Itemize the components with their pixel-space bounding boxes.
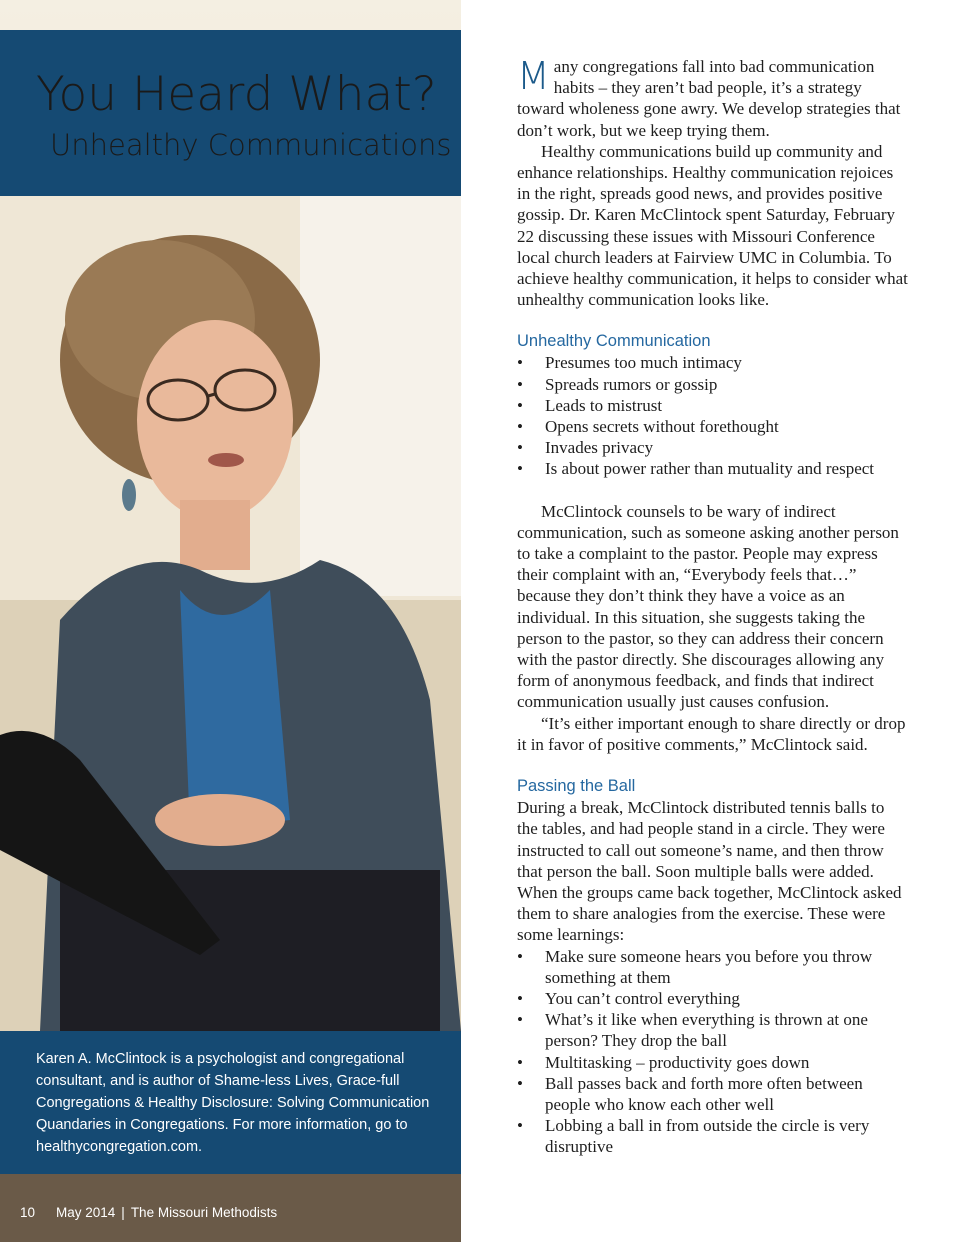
page-title: You Heard What? bbox=[36, 67, 437, 122]
drop-cap: M bbox=[517, 54, 550, 98]
article-body bbox=[517, 56, 909, 1158]
list-item: • Presumes too much intimacy bbox=[517, 352, 909, 373]
passing-ball-intro: During a break, McClintock distributed tennis balls to the tables, and had people stand in a circle. They were instructed to call out someone’s name, and then throw that person the ball. Soon multiple balls were added. When the groups came back together, McClintock asked them to share analogies from the exercise. These were some learnings: bbox=[517, 798, 902, 945]
article-paragraph-1 bbox=[517, 56, 909, 141]
list-item: • Spreads rumors or gossip bbox=[517, 374, 909, 395]
article-paragraph-3: McClintock counsels to be wary of indirect communication, such as someone asking another person to take a complaint to the pastor. People may express their complaint with an, “Everybody feels that…” because they don’t think they have a voice as an individual. In this situation, she suggests taking the person to the pastor, so they can address their concern with the pastor directly. She discourages allowing any form of anonymous feedback, and finds that indirect communication usually just causes confusion. bbox=[517, 501, 899, 712]
list-item: • Is about power rather than mutuality and respect bbox=[517, 458, 909, 479]
list-item: • Opens secrets without forethought bbox=[517, 416, 909, 437]
article-paragraph-4: “It’s either important enough to share directly or drop it in favor of positive comments,” McClintock said. bbox=[517, 713, 906, 754]
page-subtitle: Unhealthy Communications bbox=[50, 128, 452, 162]
article-paragraph-2: Healthy communications build up community and enhance relationships. Healthy communication rejoices in the right, spreads good news, and provides positive gossip. Dr. Karen McClintock spent Saturday, February 22 discussing these issues with Missouri Conference local church leaders at Fairview UMC in Columbia. To achieve healthy communication, it helps to consider what unhealthy communication looks like. bbox=[517, 141, 908, 310]
footer-issue: May 2014 bbox=[56, 1205, 116, 1220]
list-item: • Invades privacy bbox=[517, 437, 909, 458]
list-item: • Ball passes back and forth more often between people who know each other well bbox=[517, 1073, 909, 1115]
page-footer bbox=[20, 1205, 277, 1220]
list-item: • Lobbing a ball in from outside the circle is very disruptive bbox=[517, 1115, 909, 1157]
photo-caption: Karen A. McClintock is a psychologist and congregational consultant, and is author of Shame-less Lives, Grace-full Congregations & Healthy Disclosure: Solving Communication Quandaries in Congregations. For more information, go to healthycongregation.com. bbox=[36, 1051, 430, 1155]
list-item: • Multitasking – productivity goes down bbox=[517, 1052, 909, 1073]
page-number: 10 bbox=[20, 1205, 36, 1220]
list-item: • You can’t control everything bbox=[517, 988, 909, 1009]
unhealthy-list bbox=[517, 352, 909, 479]
list-item: • Make sure someone hears you before you throw something at them bbox=[517, 946, 909, 988]
paragraph-1-text: any congregations fall into bad communication habits – they aren’t bad people, it’s a strategy toward wholeness gone awry. We develop strategies that don’t work, but we keep trying them. bbox=[517, 57, 901, 140]
footer-publication: The Missouri Methodists bbox=[130, 1205, 278, 1220]
learnings-list bbox=[517, 946, 909, 1158]
section-heading-passing-ball: Passing the Ball bbox=[517, 777, 636, 796]
list-item: • Leads to mistrust bbox=[517, 395, 909, 416]
footer-separator: | bbox=[121, 1205, 125, 1220]
list-item: • What’s it like when everything is thrown at one person? They drop the ball bbox=[517, 1009, 909, 1051]
section-heading-unhealthy: Unhealthy Communication bbox=[517, 332, 711, 351]
